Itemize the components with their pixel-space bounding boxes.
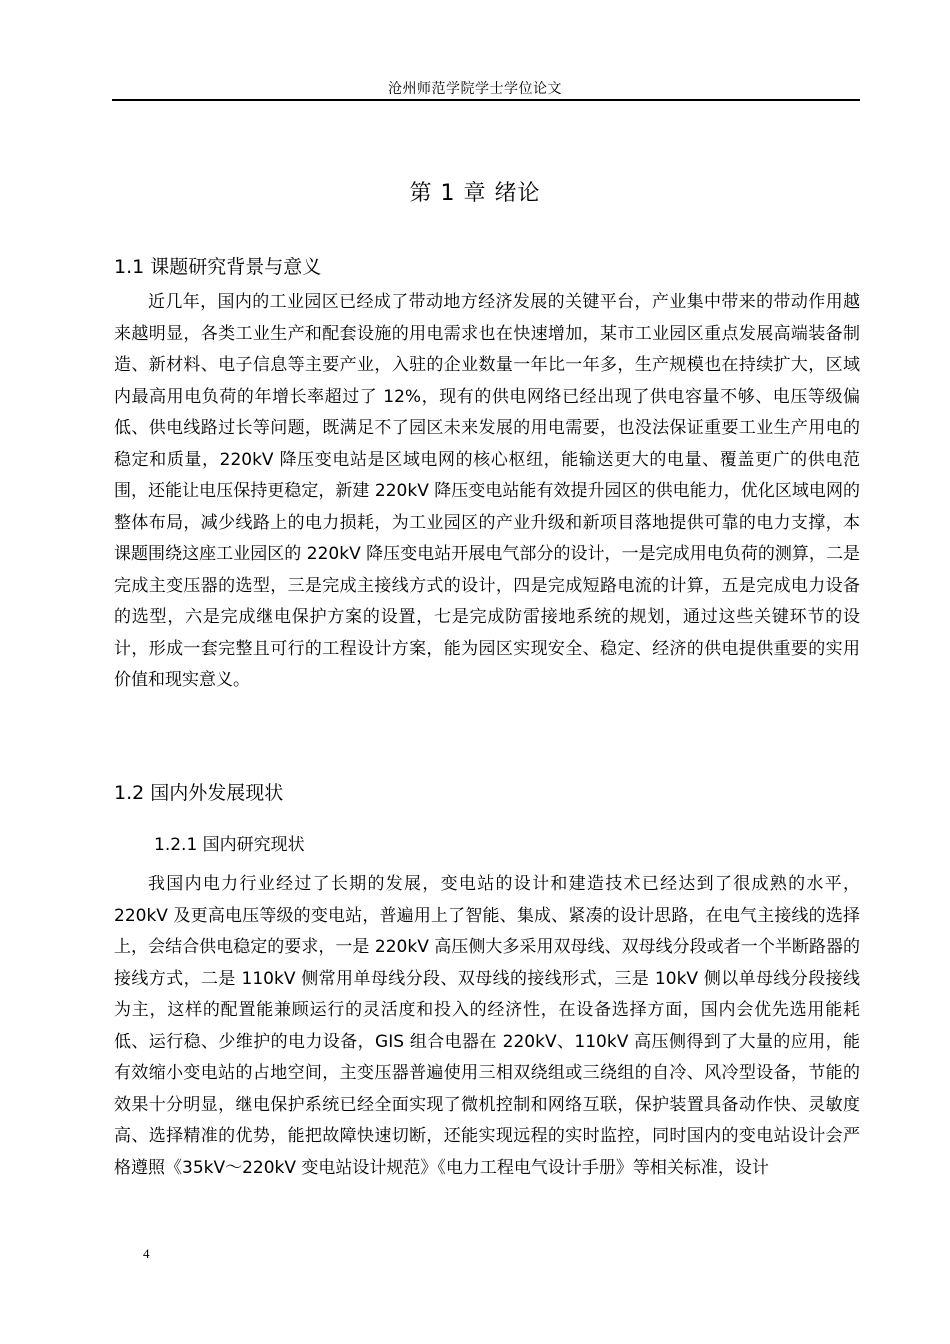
header-rule: [112, 99, 860, 101]
section-heading-1-1: 1.1 课题研究背景与意义: [114, 256, 322, 278]
paragraph-background: 近几年，国内的工业园区已经成了带动地方经济发展的关键平台，产业集中带来的带动作用越来越明显，各类工业生产和配套设施的用电需求也在快速增加，某市工业园区重点发展高端装备制造、新材料、电子信息等主要产业，入驻的企业数量一年比一年多，生产规模也在持续扩大，区域内最高用电负荷的年增长率超过了 12%，现有的供电网络已经出现了供电容量不够、电压等级偏低、供电线路过长等问题，既满足不了园区未来发展的用电需要，也没法保证重要工业生产用电的稳定和质量，220kV 降压变电站是区域电网的核心枢纽，能输送更大的电量、覆盖更广的供电范围，还能让电压保持更稳定，新建 220kV 降压变电站能有效提升园区的供电能力，优化区域电网的整体布局，减少线路上的电力损耗，为工业园区的产业升级和新项目落地提供可靠的电力支撑，本课题围绕这座工业园区的 220kV 降压变电站开展电气部分的设计，一是完成用电负荷的测算，二是完成主变压器的选型，三是完成主接线方式的设计，四是完成短路电流的计算，五是完成电力设备的选型，六是完成继电保护方案的设置，七是完成防雷接地系统的规划，通过这些关键环节的设计，形成一套完整且可行的工程设计方案，能为园区实现安全、稳定、经济的供电提供重要的实用价值和现实意义。: [114, 292, 860, 690]
chapter-title: 第 1 章 绪论: [409, 181, 541, 206]
paragraph-domestic-research: 我国内电力行业经过了长期的发展，变电站的设计和建造技术已经达到了很成熟的水平，220kV 及更高电压等级的变电站，普遍用上了智能、集成、紧凑的设计思路，在电气主接线的选择上，会结合供电稳定的要求，一是 220kV 高压侧大多采用双母线、双母线分段或者一个半断路器的接线方式，二是 110kV 侧常用单母线分段、双母线的接线形式，三是 10kV 侧以单母线分段接线为主，这样的配置能兼顾运行的灵活度和投入的经济性，在设备选择方面，国内会优先选用能耗低、运行稳、少维护的电力设备，GIS 组合电器在 220kV、110kV 高压侧得到了大量的应用，能有效缩小变电站的占地空间，主变压器普遍使用三相双绕组或三绕组的自冷、风冷型设备，节能的效果十分明显，继电保护系统已经全面实现了微机控制和网络互联，保护装置具备动作快、灵敏度高、选择精准的优势，能把故障快速切断，还能实现远程的实时监控，同时国内的变电站设计会严格遵照《35kV～220kV 变电站设计规范》《电力工程电气设计手册》等相关标准，设计: [114, 874, 860, 1178]
section-heading-1-2: 1.2 国内外发展现状: [114, 782, 284, 804]
page-number: 4: [143, 1246, 150, 1261]
running-header: 沧州师范学院学士学位论文: [388, 81, 562, 97]
subsection-heading-1-2-1: 1.2.1 国内研究现状: [154, 835, 305, 855]
